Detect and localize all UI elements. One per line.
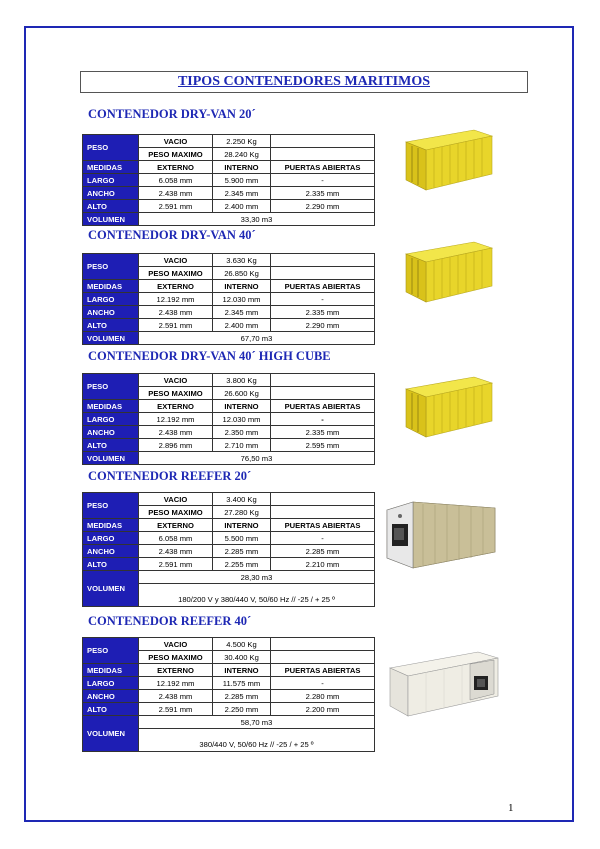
section-title: CONTENEDOR DRY-VAN 40´	[88, 228, 256, 242]
yellow-container-image	[396, 375, 496, 441]
yellow-container-image	[396, 240, 496, 306]
reefer-container-image	[385, 500, 497, 570]
electrical-notes: 180/200 V y 380/440 V, 50/60 Hz // -25 / + 25 º	[139, 584, 375, 607]
spec-table: PESO VACIO 3.800 Kg PESO MAXIMO 26.600 Kg MEDIDAS EXTERNO INTERNO PUERTAS ABIERTAS LARGO 12.192 mm 12.030 mm - ANCHO 2.438 mm 2.350 mm 2.335 mm ALTO 2.896 mm 2.710 mm 2.595 mm VOLUMEN 76,50 m3	[82, 373, 375, 465]
section-title: CONTENEDOR DRY-VAN 40´ HIGH CUBE	[88, 349, 331, 363]
section-title: CONTENEDOR REEFER 40´	[88, 614, 252, 628]
spec-table: PESO VACIO 3.400 Kg PESO MAXIMO 27.280 Kg MEDIDAS EXTERNO INTERNO PUERTAS ABIERTAS LARGO 6.058 mm 5.500 mm - ANCHO 2.438 mm 2.285 mm 2.285 mm ALTO 2.591 mm 2.255 mm 2.210 mm VOLUMEN 28,30 m3 180/200 V y 380/440 V, 50/60 Hz // -25 / + 25 º	[82, 492, 375, 607]
spec-table: PESO VACIO 3.630 Kg PESO MAXIMO 26.850 Kg MEDIDAS EXTERNO INTERNO PUERTAS ABIERTAS LARGO 12.192 mm 12.030 mm - ANCHO 2.438 mm 2.345 mm 2.335 mm ALTO 2.591 mm 2.400 mm 2.290 mm VOLUMEN 67,70 m3	[82, 253, 375, 345]
document-title: TIPOS CONTENEDORES MARITIMOS	[80, 71, 528, 93]
electrical-notes: 380/440 V, 50/60 Hz // -25 / + 25 º	[139, 729, 375, 752]
yellow-container-image	[396, 128, 496, 194]
section-title: CONTENEDOR REEFER 20´	[88, 469, 252, 483]
spec-table: PESO VACIO 2.250 Kg PESO MAXIMO 28.240 Kg MEDIDAS EXTERNO INTERNO PUERTAS ABIERTAS LARGO 6.058 mm 5.900 mm - ANCHO 2.438 mm 2.345 mm 2.335 mm ALTO 2.591 mm 2.400 mm 2.290 mm VOLUMEN 33,30 m3	[82, 134, 375, 226]
peso-label: PESO	[83, 135, 139, 161]
reefer-container-image	[386, 650, 500, 720]
spec-table: PESO VACIO 4.500 Kg PESO MAXIMO 30.400 Kg MEDIDAS EXTERNO INTERNO PUERTAS ABIERTAS LARGO 12.192 mm 11.575 mm - ANCHO 2.438 mm 2.285 mm 2.280 mm ALTO 2.591 mm 2.250 mm 2.200 mm VOLUMEN 58,70 m3 380/440 V, 50/60 Hz // -25 / + 25 º	[82, 637, 375, 752]
section-title: CONTENEDOR DRY-VAN 20´	[88, 107, 256, 121]
page-number: 1	[508, 802, 514, 814]
